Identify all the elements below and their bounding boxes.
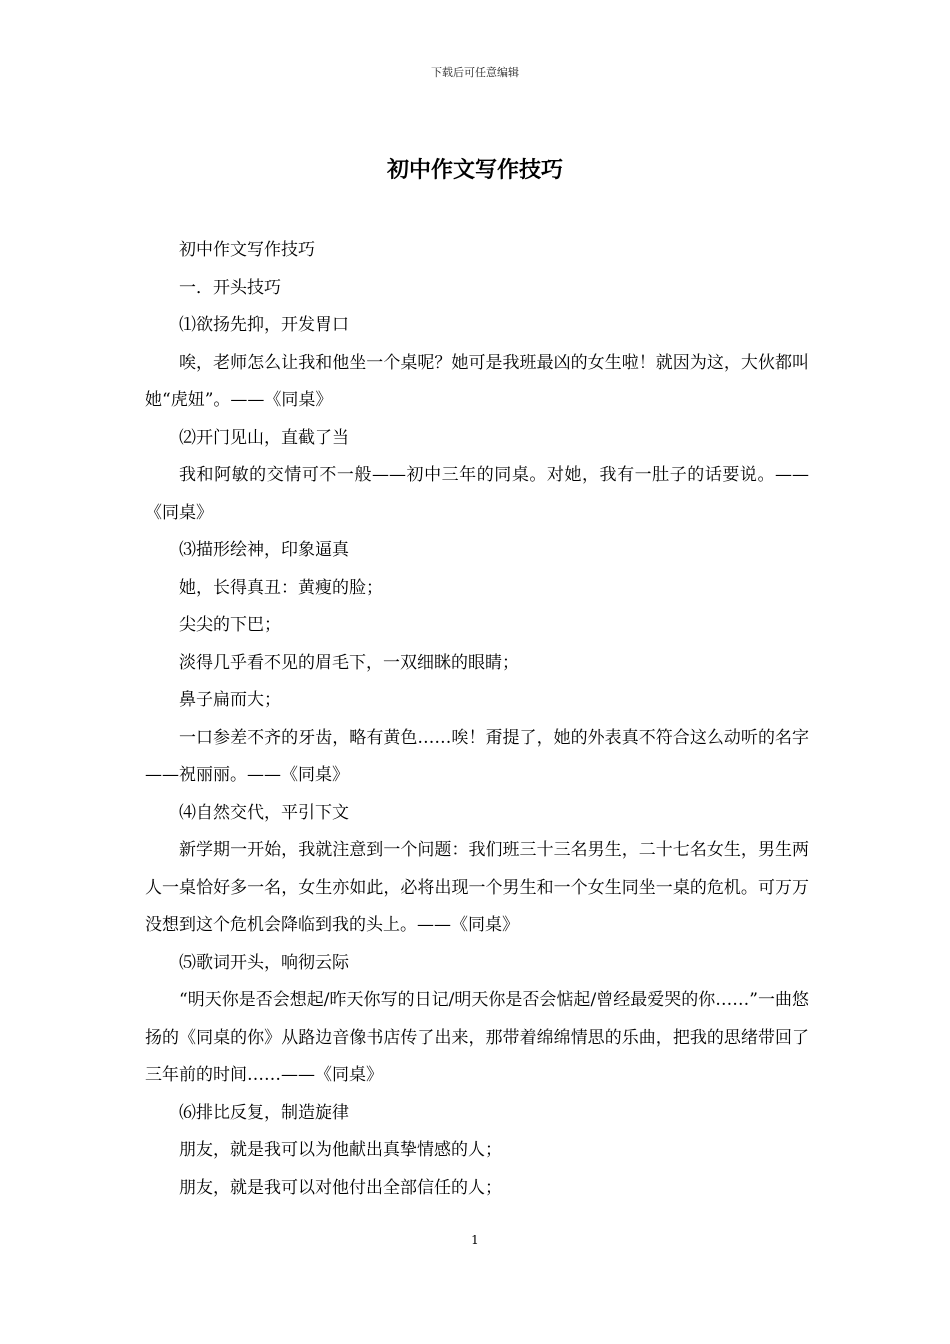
section-heading: 一．开头技巧 [179, 277, 281, 298]
document-title: 初中作文写作技巧 [386, 157, 563, 183]
paragraph-subtitle: 初中作文写作技巧 [179, 240, 315, 260]
document-body [145, 232, 809, 1207]
paragraph: 新学期一开始，我就注意到一个问题：我们班三十三名男生，二十七名女生，男生两人一桌恰好多一名，女生亦如此，必将出现一个男生和一个女生同坐一桌的危机。可万万没想到这个危机会降临到我的头上。——《同桌》 [145, 840, 809, 935]
technique-heading: ⑶描形绘神，印象逼真 [179, 540, 349, 560]
header-note: 下载后可任意编辑 [431, 66, 519, 79]
paragraph: 朋友，就是我可以为他献出真挚情感的人； [179, 1140, 502, 1160]
technique-heading: ⑷自然交代，平引下文 [179, 802, 349, 823]
paragraph: 我和阿敏的交情可不一般——初中三年的同桌。对她，我有一肚子的话要说。——《同桌》 [145, 465, 809, 523]
technique-heading: ⑹排比反复，制造旋律 [179, 1102, 349, 1123]
paragraph: 一口参差不齐的牙齿，略有黄色……唉！甭提了，她的外表真不符合这么动听的名字——祝丽丽。——《同桌》 [145, 727, 809, 785]
technique-heading: ⑴欲扬先抑，开发胃口 [179, 315, 349, 335]
paragraph: 朋友，就是我可以对他付出全部信任的人； [179, 1177, 502, 1198]
technique-heading: ⑸歌词开头，响彻云际 [179, 952, 349, 973]
paragraph: 她，长得真丑：黄瘦的脸； [179, 577, 383, 598]
paragraph: 尖尖的下巴； [179, 615, 281, 635]
paragraph: 淡得几乎看不见的眉毛下，一双细眯的眼睛； [179, 652, 519, 673]
page-number: 1 [471, 1233, 479, 1247]
technique-heading: ⑵开门见山，直截了当 [179, 427, 349, 448]
paragraph: 鼻子扁而大； [179, 690, 281, 710]
paragraph: 唉，老师怎么让我和他坐一个桌呢？她可是我班最凶的女生啦！就因为这，大伙都叫她“虎妞”。——《同桌》 [145, 352, 809, 410]
paragraph: “明天你是否会想起/昨天你写的日记/明天你是否会惦起/曾经最爱哭的你……”一曲悠扬的《同桌的你》从路边音像书店传了出来，那带着绵绵情思的乐曲，把我的思绪带回了三年前的时间……——《同桌》 [145, 990, 809, 1085]
